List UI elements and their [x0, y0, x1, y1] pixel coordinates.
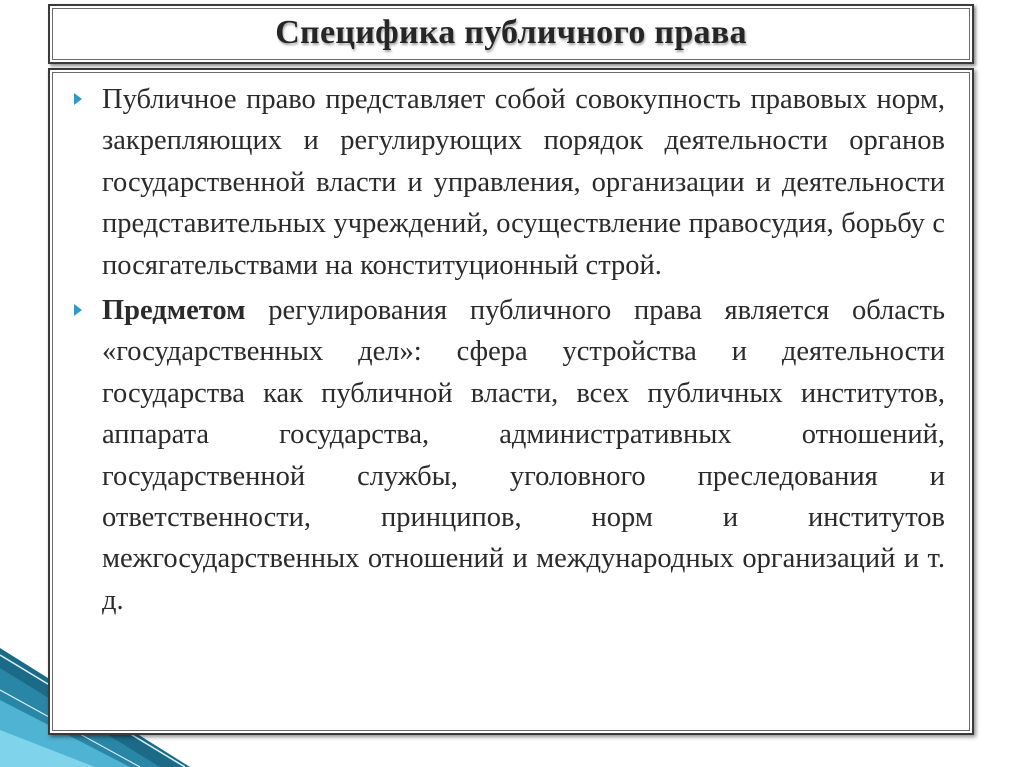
bullet-arrow-icon [74, 93, 82, 105]
slide-title: Специфика публичного права [275, 14, 747, 51]
title-box [48, 4, 974, 64]
bullet-text: регулирования публичного права является область «государственных дел»: сфера устройства и деятельности государства как публичной власти, всех публичных институтов, аппарата государства, административных отношений, государственной службы, уголовного преследования и ответственности, принципов, норм и институтов межгосударственных отношений и международных организаций и т. д. [102, 295, 945, 616]
bullet-item-public-law-definition [72, 79, 945, 286]
bullet-list [72, 79, 945, 625]
bullet-lead-term: Предметом [102, 295, 246, 327]
bullet-item-subject-of-regulation [72, 290, 945, 621]
bullet-arrow-icon [74, 304, 82, 316]
content-box [48, 68, 974, 735]
bullet-text: Публичное право представляет собой совокупность правовых норм, закрепляющих и регулирующих порядок деятельности органов государственной власти и управления, организации и деятельности представительных учреждений, осуществление правосудия, борьбу с посягательствами на конституционный строй. [102, 84, 945, 281]
